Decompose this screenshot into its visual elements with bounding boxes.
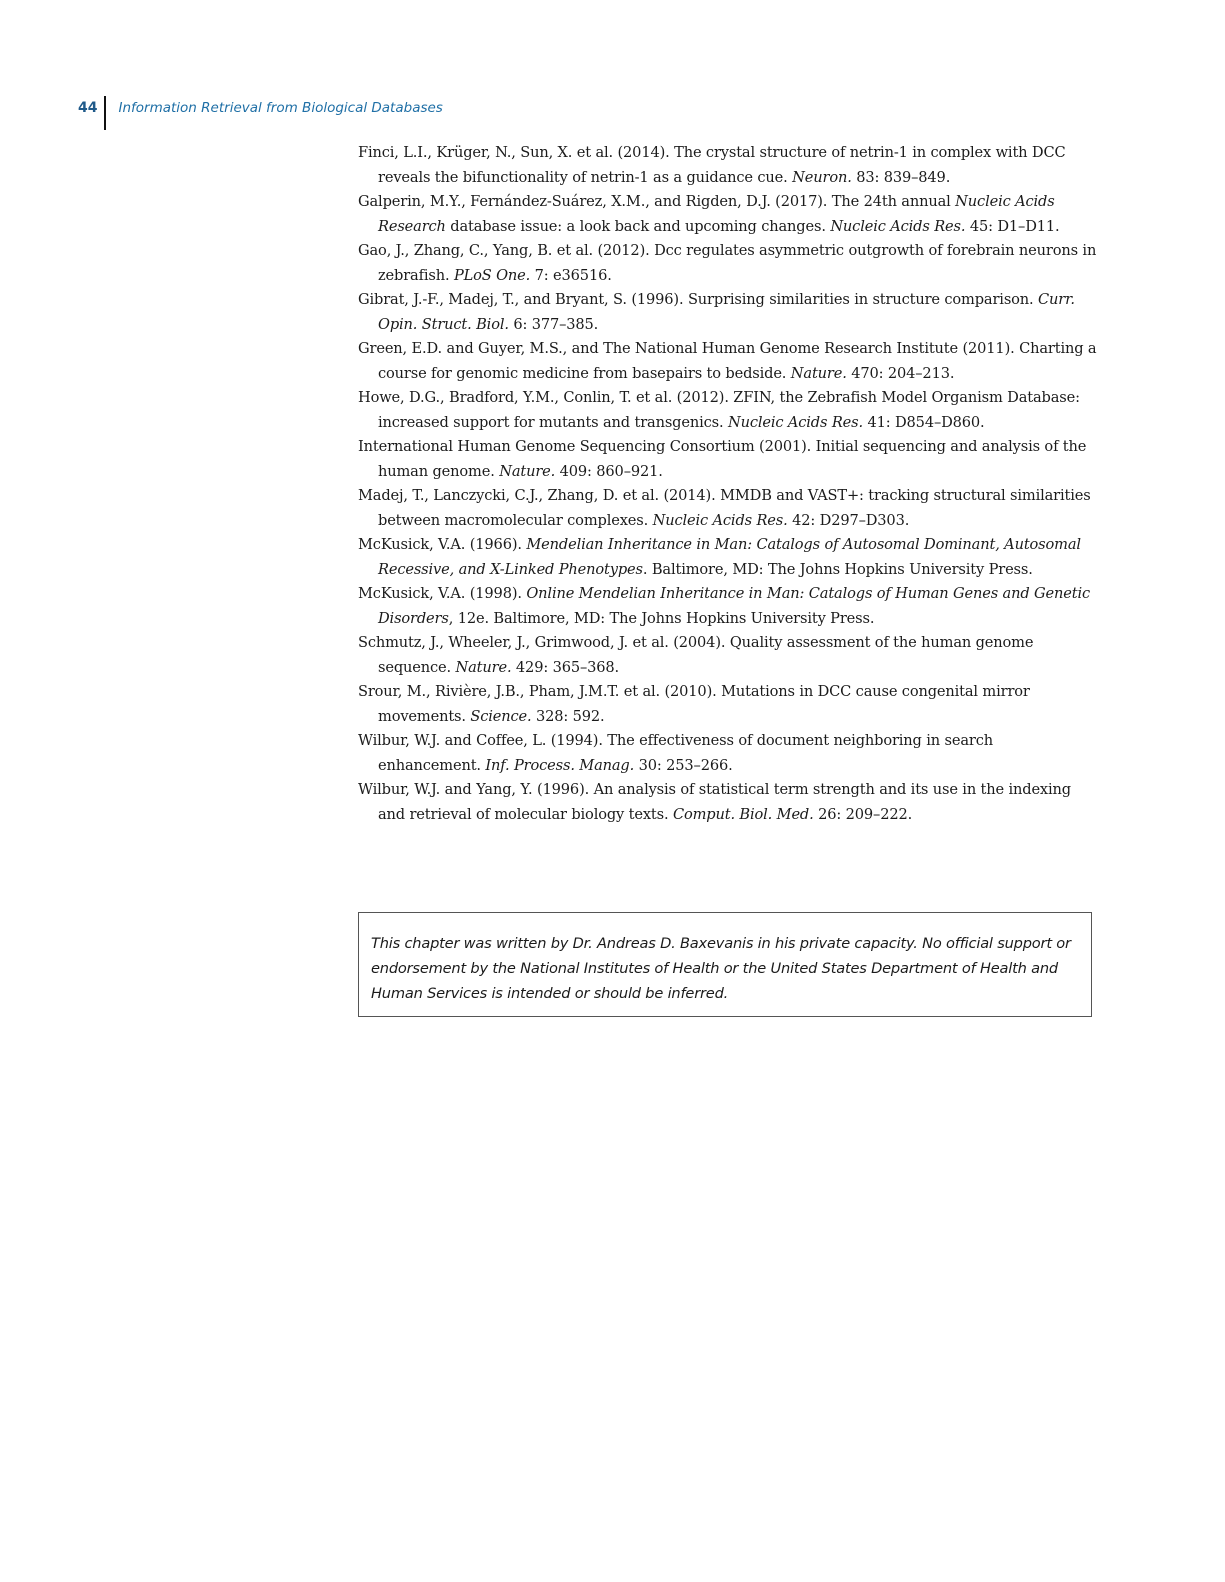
reference-text: 26: 209–222.	[813, 805, 913, 823]
reference-text: Madej, T., Lanczycki, C.J., Zhang, D. et al. (2014). MMDB and VAST+: tracking structural similarities between macromolecular complexes.	[358, 487, 1091, 529]
reference-text: database issue: a look back and upcoming changes.	[445, 217, 831, 235]
reference-source: Curr. Opin. Struct. Biol.	[378, 291, 1075, 333]
reference-item	[358, 190, 1098, 239]
reference-text: Schmutz, J., Wheeler, J., Grimwood, J. et al. (2004). Quality assessment of the human genome sequence.	[358, 634, 1034, 676]
reference-source: Nucleic Acids Res.	[652, 511, 788, 529]
reference-text: 429: 365–368.	[511, 658, 620, 676]
reference-text: Gao, J., Zhang, C., Yang, B. et al. (2012). Dcc regulates asymmetric outgrowth of forebrain neurons in zebrafish.	[358, 242, 1097, 284]
reference-source: Mendelian Inheritance in Man: Catalogs of Autosomal Dominant, Autosomal Recessive, and X-Linked Phenotypes	[378, 536, 1081, 578]
reference-text: McKusick, V.A. (1998).	[358, 585, 527, 602]
reference-text: Galperin, M.Y., Fernández-Suárez, X.M., and Rigden, D.J. (2017). The 24th annual	[358, 193, 956, 210]
reference-source: Nucleic Acids Res.	[830, 217, 966, 235]
reference-item	[358, 778, 1098, 827]
reference-text: 83: 839–849.	[851, 168, 951, 186]
reference-item	[358, 484, 1098, 533]
reference-source: Nucleic Acids Res.	[727, 413, 863, 431]
reference-item	[358, 239, 1098, 288]
reference-source: Nature.	[790, 364, 847, 382]
reference-source: Comput. Biol. Med.	[672, 805, 814, 823]
reference-text: McKusick, V.A. (1966).	[358, 536, 527, 553]
reference-list	[358, 141, 1098, 827]
reference-item	[358, 337, 1098, 386]
reference-source: Nature.	[455, 658, 512, 676]
reference-text: Finci, L.I., Krüger, N., Sun, X. et al. (2014). The crystal structure of netrin-1 in complex with DCC reveals the bifunctionality of netrin-1 as a guidance cue.	[358, 144, 1066, 186]
reference-source: Nucleic Acids Research	[378, 193, 1055, 235]
reference-source: Inf. Process. Manag.	[485, 756, 635, 774]
reference-source: Neuron.	[792, 168, 852, 186]
reference-text: . Baltimore, MD: The Johns Hopkins University Press.	[642, 560, 1033, 578]
reference-text: 6: 377–385.	[508, 315, 599, 333]
reference-source: PLoS One.	[453, 266, 531, 284]
reference-text: 470: 204–213.	[846, 364, 955, 382]
reference-text: 42: D297–D303.	[787, 511, 910, 529]
reference-source: Online Mendelian Inheritance in Man: Catalogs of Human Genes and Genetic Disorders	[378, 585, 1090, 627]
reference-text: Howe, D.G., Bradford, Y.M., Conlin, T. et al. (2012). ZFIN, the Zebrafish Model Organism Database: increased support for mutants and transgenics.	[358, 389, 1080, 431]
reference-source: Science.	[470, 707, 532, 725]
running-title: Information Retrieval from Biological Databases	[118, 100, 443, 116]
reference-text: , 12e. Baltimore, MD: The Johns Hopkins University Press.	[448, 609, 875, 627]
reference-item	[358, 582, 1098, 631]
reference-text: 30: 253–266.	[634, 756, 733, 774]
reference-text: Srour, M., Rivière, J.B., Pham, J.M.T. et al. (2010). Mutations in DCC cause congenital mirror movements.	[358, 683, 1030, 725]
disclaimer-box	[358, 912, 1092, 1017]
reference-item	[358, 680, 1098, 729]
reference-text: 41: D854–D860.	[862, 413, 985, 431]
disclaimer-text: This chapter was written by Dr. Andreas D. Baxevanis in his private capacity. No official support or endorsement by the National Institutes of Health or the United States Department of Health and Human Services is intended or should be inferred.	[371, 935, 1071, 1002]
reference-text: Gibrat, J.-F., Madej, T., and Bryant, S. (1996). Surprising similarities in structure comparison.	[358, 291, 1039, 308]
reference-text: Wilbur, W.J. and Coffee, L. (1994). The effectiveness of document neighboring in search enhancement.	[358, 732, 993, 774]
reference-text: 328: 592.	[531, 707, 605, 725]
reference-text: 45: D1–D11.	[965, 217, 1060, 235]
running-head	[78, 96, 443, 130]
reference-text: Green, E.D. and Guyer, M.S., and The National Human Genome Research Institute (2011). Charting a course for genomic medicine from basepairs to bedside.	[358, 340, 1097, 382]
reference-text: Wilbur, W.J. and Yang, Y. (1996). An analysis of statistical term strength and its use in the indexing and retrieval of molecular biology texts.	[358, 781, 1071, 823]
reference-item	[358, 141, 1098, 190]
reference-item	[358, 729, 1098, 778]
header-divider	[104, 96, 106, 130]
reference-text: 7: e36516.	[530, 266, 612, 284]
reference-item	[358, 288, 1098, 337]
page-number: 44	[78, 100, 98, 116]
reference-source: Nature.	[499, 462, 556, 480]
reference-text: 409: 860–921.	[555, 462, 663, 480]
reference-text: International Human Genome Sequencing Consortium (2001). Initial sequencing and analysis of the human genome.	[358, 438, 1087, 480]
reference-item	[358, 631, 1098, 680]
reference-item	[358, 435, 1098, 484]
reference-item	[358, 386, 1098, 435]
reference-item	[358, 533, 1098, 582]
